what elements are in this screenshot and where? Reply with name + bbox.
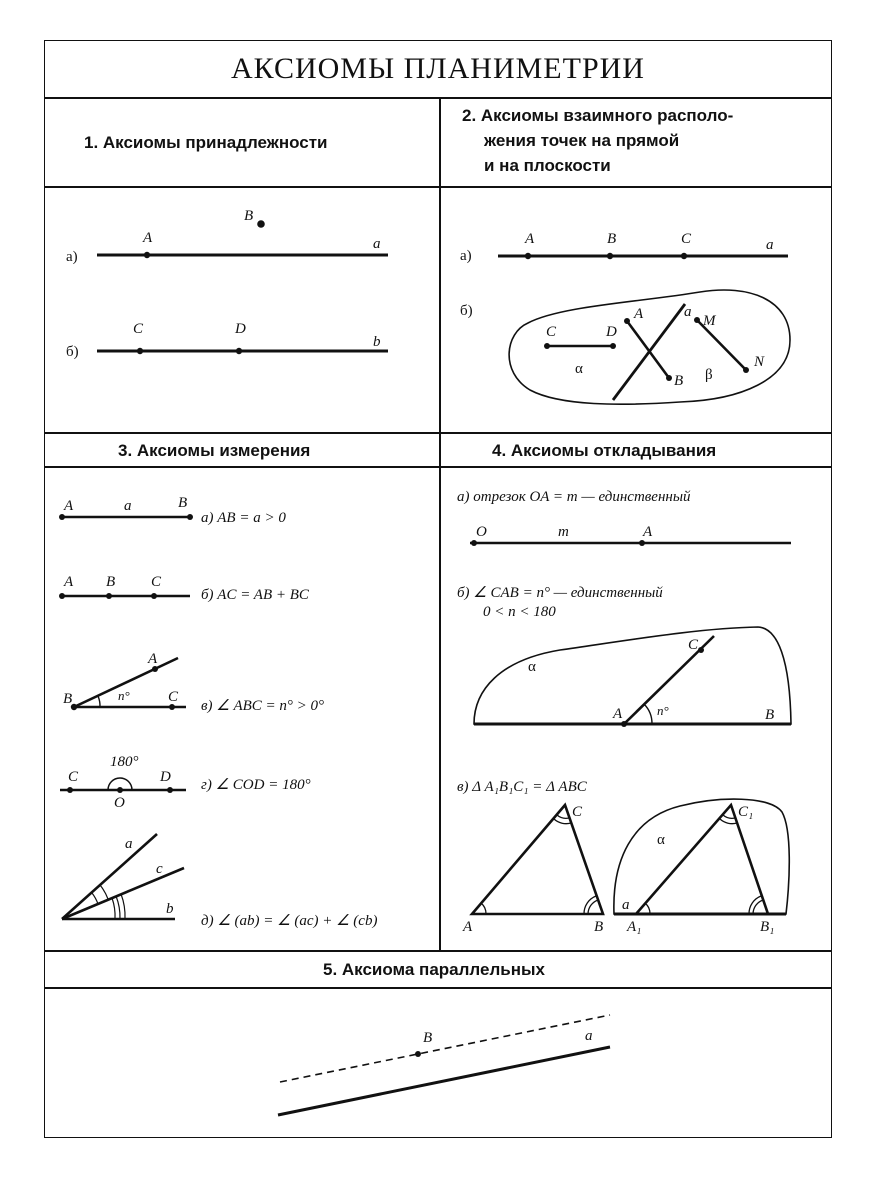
figure-3a xyxy=(59,495,286,526)
label-C: C xyxy=(681,231,692,247)
label-1b: б) xyxy=(66,344,79,360)
point-B xyxy=(666,375,672,381)
label-A: A xyxy=(643,524,653,540)
label-C1: C₁ xyxy=(738,804,754,820)
label-a: a xyxy=(125,836,133,852)
section-2-heading-line-3: и на плоскости xyxy=(484,156,611,175)
label-1a: а) xyxy=(66,249,78,265)
segment-AB xyxy=(627,321,669,378)
formula-3e: д) ∠ (ab) = ∠ (ac) + ∠ (cb) xyxy=(201,913,378,929)
label-2b: б) xyxy=(460,303,473,319)
point-A xyxy=(639,540,645,546)
point-D xyxy=(610,343,616,349)
label-B: B xyxy=(423,1030,433,1046)
label-a: a xyxy=(684,304,692,320)
label-a: a xyxy=(585,1028,593,1044)
text-4c: в) Δ A₁B₁C₁ = Δ ABC xyxy=(457,779,587,795)
angle-arc xyxy=(98,696,100,707)
label-C: C xyxy=(572,804,583,820)
label-D: D xyxy=(160,769,171,785)
point-C xyxy=(698,647,704,653)
point-C xyxy=(151,593,157,599)
label-A: A xyxy=(64,498,74,514)
angle-arc xyxy=(644,704,652,724)
angle-C1-arc-2 xyxy=(720,819,737,824)
figure-4c xyxy=(457,779,789,935)
point-M xyxy=(694,317,700,323)
label-B: B xyxy=(594,919,604,935)
formula-3a: а) AB = a > 0 xyxy=(201,510,286,526)
figure-4a xyxy=(457,489,791,546)
point-B xyxy=(187,514,193,520)
label-B1: B₁ xyxy=(760,919,775,935)
angle-arc-cb-2 xyxy=(116,896,120,919)
label-D: D xyxy=(606,324,617,340)
label-A: A xyxy=(148,651,158,667)
formula-3d: г) ∠ COD = 180° xyxy=(201,777,311,793)
label-A: A xyxy=(143,230,153,246)
label-B: B xyxy=(178,495,188,511)
angle-B-arc-1 xyxy=(588,900,598,914)
label-D: D xyxy=(235,321,246,337)
label-m: m xyxy=(558,524,569,540)
label-A1: A₁ xyxy=(627,919,642,935)
figure-1b xyxy=(66,321,388,360)
label-line-a: a xyxy=(373,236,381,252)
point-A xyxy=(59,514,65,520)
triangle-A1B1C1 xyxy=(636,805,768,914)
formula-3b: б) AC = AB + BC xyxy=(201,587,309,603)
label-C: C xyxy=(546,324,557,340)
point-D xyxy=(236,348,242,354)
point-C xyxy=(544,343,550,349)
angle-arc-ac xyxy=(100,885,108,899)
label-a: a xyxy=(622,897,630,913)
point-A xyxy=(59,593,65,599)
angle-arc-ab xyxy=(92,893,98,904)
figure-4b xyxy=(457,585,791,727)
line-a xyxy=(278,1047,610,1115)
label-B: B xyxy=(244,208,254,224)
label-A: A xyxy=(634,306,644,322)
point-B xyxy=(607,253,613,259)
label-C: C xyxy=(688,637,699,653)
figure-3d xyxy=(60,754,311,811)
figure-1a xyxy=(66,208,388,265)
label-b: b xyxy=(166,901,174,917)
section-2-heading-line-2: жения точек на прямой xyxy=(484,131,680,150)
label-N: N xyxy=(754,354,765,370)
figure-5 xyxy=(278,1015,610,1115)
triangle-ABC xyxy=(472,805,603,914)
point-C xyxy=(67,787,73,793)
point-B xyxy=(415,1051,421,1057)
label-beta: β xyxy=(705,367,713,383)
section-2-heading-line-1: 2. Аксиомы взаимного располо- xyxy=(462,106,734,125)
figure-3c xyxy=(63,651,324,714)
label-C: C xyxy=(68,769,79,785)
point-N xyxy=(743,367,749,373)
angle-A-arc xyxy=(481,903,486,914)
point-A xyxy=(144,252,150,258)
section-4-heading: 4. Аксиомы откладывания xyxy=(492,441,717,460)
point-B xyxy=(257,220,265,228)
label-n: n° xyxy=(118,688,130,703)
point-C xyxy=(137,348,143,354)
angle-C-arc-1 xyxy=(557,815,569,818)
label-line-b: b xyxy=(373,334,381,350)
angle-C-arc-2 xyxy=(554,819,571,824)
label-B: B xyxy=(765,707,775,723)
point-O xyxy=(117,787,123,793)
page-title: АКСИОМЫ ПЛАНИМЕТРИИ xyxy=(231,52,645,85)
parallel-line-through-B xyxy=(280,1015,610,1082)
label-180: 180° xyxy=(110,754,139,770)
angle-arc-cb-3 xyxy=(121,894,125,919)
label-A: A xyxy=(64,574,74,590)
formula-3c: в) ∠ ABC = n° > 0° xyxy=(201,698,325,714)
point-C xyxy=(681,253,687,259)
angle-arc-cb-1 xyxy=(112,898,115,919)
point-O xyxy=(471,540,477,546)
angle-B1-arc-2 xyxy=(749,896,761,914)
figure-3e xyxy=(62,834,377,929)
label-alpha: α xyxy=(657,832,665,848)
label-alpha: α xyxy=(528,659,536,675)
angle-B1-arc-1 xyxy=(753,900,763,914)
label-B: B xyxy=(607,231,617,247)
label-alpha: α xyxy=(575,361,583,377)
label-mid: a xyxy=(124,498,132,514)
point-A xyxy=(525,253,531,259)
point-D xyxy=(167,787,173,793)
label-C: C xyxy=(151,574,162,590)
label-2a: а) xyxy=(460,248,472,264)
text-4b-2: 0 < n < 180 xyxy=(483,604,556,620)
text-4a: а) отрезок OA = m — единственный xyxy=(457,489,691,505)
ray-a xyxy=(62,834,157,919)
label-n: n° xyxy=(657,703,669,718)
section-5-heading: 5. Аксиома параллельных xyxy=(323,960,545,979)
label-B: B xyxy=(63,691,73,707)
figure-2a xyxy=(460,231,788,264)
label-A: A xyxy=(613,706,623,722)
point-B xyxy=(106,593,112,599)
point-A xyxy=(624,318,630,324)
figure-2b xyxy=(460,290,790,404)
section-1-heading: 1. Аксиомы принадлежности xyxy=(84,133,328,152)
label-C: C xyxy=(133,321,144,337)
angle-B-arc-2 xyxy=(584,896,596,914)
label-c: c xyxy=(156,861,163,877)
half-plane-region xyxy=(474,627,791,724)
section-3-heading: 3. Аксиомы измерения xyxy=(118,441,311,460)
label-B: B xyxy=(106,574,116,590)
label-O: O xyxy=(476,524,487,540)
label-B: B xyxy=(674,373,684,389)
label-line-a: a xyxy=(766,237,774,253)
label-M: M xyxy=(703,313,716,329)
label-A: A xyxy=(525,231,535,247)
text-4b-1: б) ∠ CAB = n° — единственный xyxy=(457,585,663,601)
figure-3b xyxy=(59,574,310,603)
label-A: A xyxy=(463,919,473,935)
label-O: O xyxy=(114,795,125,811)
label-C: C xyxy=(168,689,179,705)
